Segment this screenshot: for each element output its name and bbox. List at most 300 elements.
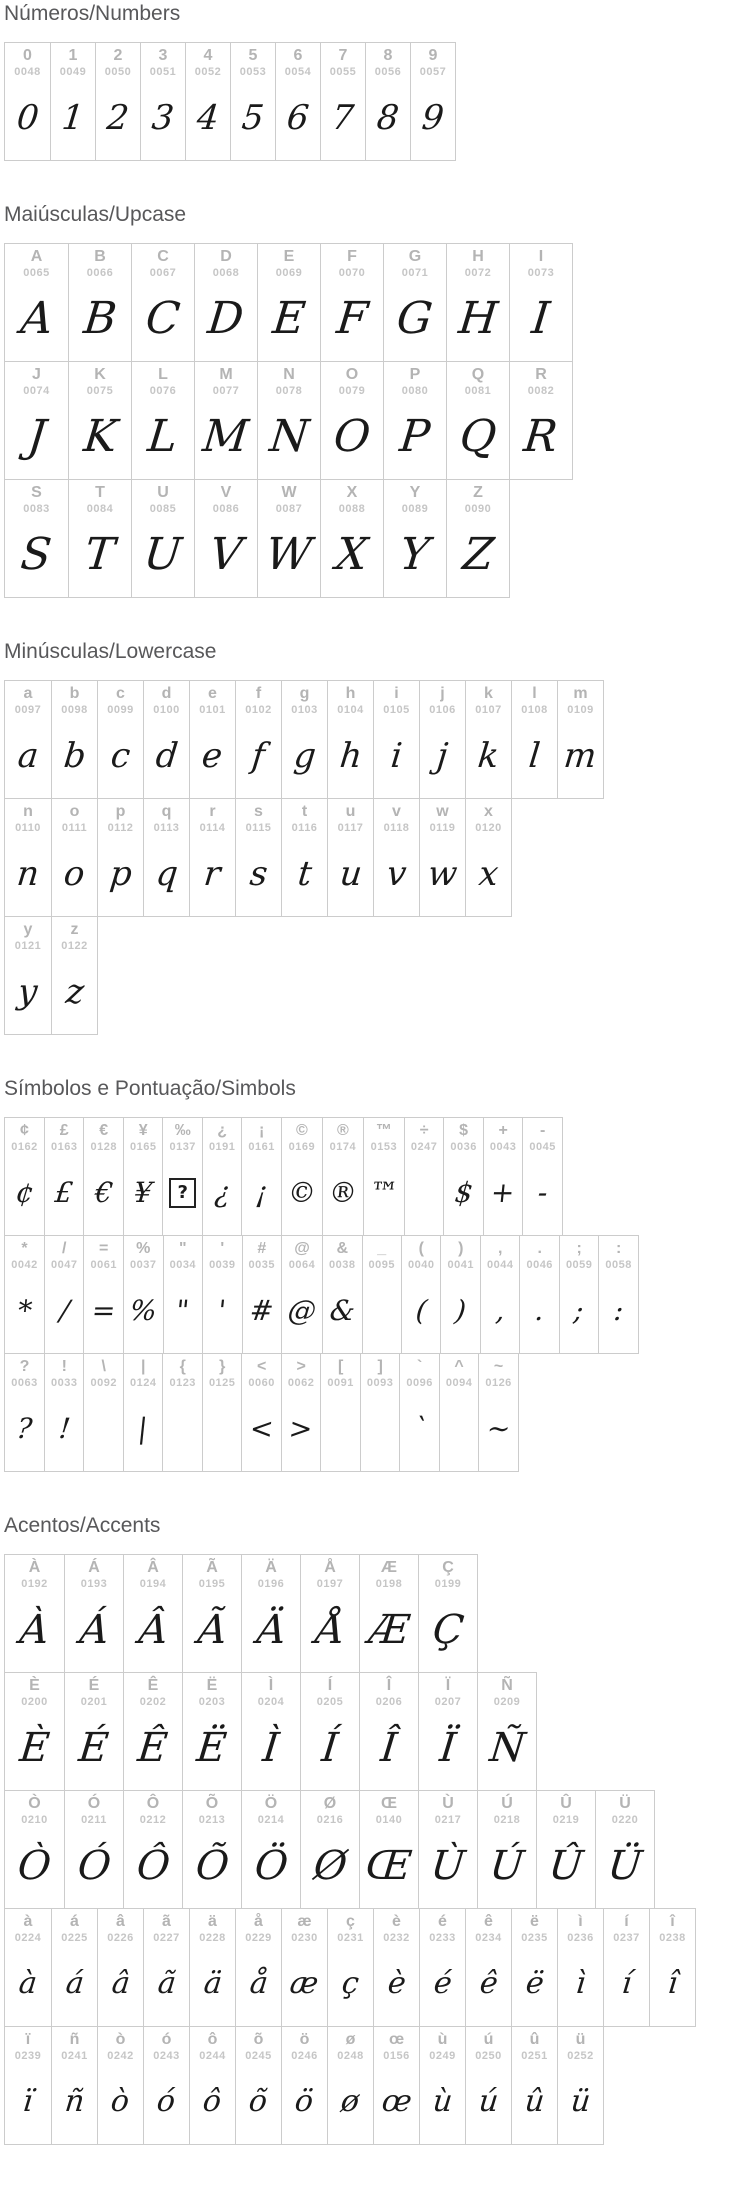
glyph-cell-char: Õ [205,1795,219,1812]
glyph-cell [189,2027,235,2144]
glyph-cell-code: 0241 [61,2050,88,2062]
glyph-cell [242,1236,281,1353]
glyph-cell-char: Æ [381,1559,397,1576]
glyph-cell [44,1236,83,1353]
glyph-cell-char: í [624,1913,629,1930]
glyph-cell-preview-area [516,280,566,357]
glyph-cell-preview-area [102,79,134,156]
glyph-cell-preview-area [58,2063,91,2140]
glyph-cell-char: # [257,1240,267,1257]
glyph-cell-preview-area [196,1945,229,2022]
glyph-cell-code: 0120 [475,822,502,834]
glyph-row [4,1353,519,1472]
glyph-cell-code: 0034 [169,1259,197,1271]
glyph-cell-preview-area [138,398,188,475]
glyph-cell-code: 0055 [329,66,357,78]
glyph-cell-char: $ [459,1122,469,1139]
glyph-cell-preview-area [656,1945,689,2022]
glyph-cell-preview-area [209,1390,235,1467]
glyph-cell [281,2027,327,2144]
glyph-cell-char: g [299,685,310,702]
glyph-cell-preview: Ï [437,1724,459,1771]
glyph-cell-preview: a [15,735,41,776]
glyph-cell [235,681,281,798]
glyph-cell-code: 0061 [90,1259,117,1271]
glyph-cell-preview-area [11,1154,38,1231]
glyph-cell-code: 0224 [14,1932,42,1944]
glyph-cell-code: 0068 [212,267,240,279]
glyph-cell [44,1354,83,1471]
glyph-row [4,42,456,161]
section-minusculas [4,640,730,1035]
section-acentos [4,1514,730,2145]
glyph-cell-preview-area [71,1827,117,1904]
glyph-cell-preview: # [248,1293,276,1327]
glyph-cell [359,1673,418,1790]
glyph-cell-char: æ [297,1913,312,1930]
glyph-cell-preview-area [605,1272,631,1349]
glyph-cell-preview: € [93,1175,115,1209]
missing-glyph-box: ? [169,1178,195,1208]
glyph-cell-preview: z [63,971,86,1012]
glyph-cell-code: 0067 [149,267,177,279]
glyph-cell-code: 0100 [153,704,180,716]
glyph-cell-code: 0056 [374,66,402,78]
glyph-cell-preview-area [130,1591,176,1668]
glyph-cell-preview-area [288,1154,316,1231]
section-title: Maiúsculas/Upcase [4,203,187,226]
glyph-cell-char: Ç [442,1559,454,1576]
glyph-cell-char: 5 [248,47,258,64]
glyph-cell [97,681,143,798]
glyph-cell [123,1354,162,1471]
glyph-cell-code: 0049 [59,66,87,78]
glyph-cell-char: ë [530,1913,539,1930]
glyph-cell-char: Y [409,484,421,501]
glyph-cell-preview: ¥ [132,1175,154,1209]
glyph-cell [5,1555,64,1672]
glyph-cell-preview: à [17,1965,39,2001]
glyph-cell [83,1354,122,1471]
glyph-cell-code: 0033 [51,1377,78,1389]
glyph-cell [182,1791,241,1908]
glyph-cell-preview: 9 [420,97,446,138]
glyph-cell-char: Ù [442,1795,454,1812]
glyph-cell-char: œ [388,2031,405,2048]
glyph-cell-code: 0169 [288,1141,316,1153]
glyph-row [4,2026,604,2145]
glyph-cell-preview-area [564,717,597,794]
glyph-cell-preview: e [200,735,225,776]
glyph-cell [373,2027,419,2144]
glyph-cell-code: 0201 [80,1696,108,1708]
glyph-cell-preview: 0 [14,97,41,138]
glyph-cell [123,1673,182,1790]
glyph-cell-char: F [347,248,357,265]
glyph-cell-preview-area [453,516,503,593]
glyph-cell-preview-area [189,1827,235,1904]
glyph-cell-code: 0247 [410,1141,438,1153]
glyph-cell-preview-area [130,1272,157,1349]
glyph-cell-preview: % [128,1293,159,1327]
glyph-cell-code: 0079 [338,385,366,397]
glyph-cell [418,1791,477,1908]
glyph-cell-char: / [62,1240,67,1257]
glyph-cell [140,43,185,160]
glyph-cell-char: f [255,685,262,702]
glyph-cell-preview-area [11,516,62,593]
glyph-cell-preview-area [329,1272,355,1349]
glyph-cell-preview-area [248,1827,294,1904]
glyph-cell-code: 0062 [287,1377,315,1389]
glyph-cell-code: 0121 [14,940,42,952]
glyph-cell-char: Å [324,1559,336,1576]
glyph-cell [5,1118,44,1235]
glyph-cell [131,244,194,361]
glyph-cell-preview-area [11,1945,45,2022]
glyph-cell-preview-area [564,2063,597,2140]
glyph-cell-char: ö [299,2031,310,2048]
glyph-cell-code: 0052 [194,66,222,78]
glyph-cell [97,1909,143,2026]
glyph-cell-char: â [116,1913,125,1930]
glyph-cell [95,43,140,160]
glyph-cell-char: Û [560,1795,572,1812]
glyph-cell-char: ì [578,1913,583,1930]
glyph-cell-preview-area [11,2063,45,2140]
glyph-cell-code: 0096 [406,1377,433,1389]
glyph-cell [536,1791,595,1908]
glyph-cell [419,2027,465,2144]
glyph-cell-preview: S [18,528,55,580]
glyph-cell-code: 0039 [209,1259,236,1271]
glyph-cell-preview: é [431,1965,454,2001]
glyph-cell-code: 0104 [337,704,364,716]
glyph-cell-code: 0086 [212,503,240,515]
glyph-cell-preview: < [248,1411,276,1445]
glyph-cell-code: 0226 [107,1932,134,1944]
glyph-cell-char: r [209,803,216,820]
glyph-cell-code: 0115 [245,822,272,834]
glyph-cell [131,362,194,479]
glyph-cell-char: À [28,1559,41,1576]
glyph-cell-preview-area [417,79,449,156]
glyph-cell-char: 0 [23,47,32,64]
glyph-cell-preview-area [51,1154,77,1231]
glyph-cell-char: ^ [454,1358,464,1375]
glyph-cell [97,799,143,916]
glyph-cell [399,1354,438,1471]
glyph-cell-preview: Î [378,1724,400,1771]
glyph-cell-preview-area [610,1945,643,2022]
glyph-cell [522,1118,561,1235]
glyph-cell [419,1909,465,2026]
glyph-cell-preview-area [411,1154,437,1231]
glyph-cell-preview-area [264,516,314,593]
glyph-cell [123,1118,162,1235]
glyph-cell [373,799,419,916]
glyph-cell-code: 0199 [434,1578,462,1590]
glyph-cell-char: p [115,803,126,820]
glyph-cell-char: k [484,685,493,702]
glyph-cell-preview-area [543,1827,589,1904]
glyph-cell-code: 0081 [464,385,492,397]
glyph-cell-char: ò [115,2031,126,2048]
glyph-cell-preview-area [372,79,404,156]
glyph-cell [235,799,281,916]
glyph-cell-preview-area [209,1272,235,1349]
glyph-cell-preview: 6 [285,97,311,138]
glyph-cell-char: = [99,1240,109,1257]
glyph-cell-char: ô [207,2031,218,2048]
glyph-cell-preview-area [138,516,188,593]
glyph-cell-code: 0137 [169,1141,196,1153]
glyph-cell-preview-area [150,1945,183,2022]
glyph-cell-code: 0204 [257,1696,285,1708]
glyph-cell-char: . [537,1240,542,1257]
glyph-cell [360,1354,399,1471]
glyph-cell [281,681,327,798]
glyph-cell [365,43,410,160]
glyph-cell [131,480,194,597]
glyph-cell-preview-area [529,1154,555,1231]
glyph-cell-char: ¥ [138,1122,148,1139]
glyph-cell-preview-area [11,280,62,357]
glyph-cell-preview-area [426,717,459,794]
glyph-cell-code: 0069 [275,267,303,279]
glyph-cell [320,362,383,479]
glyph-cell [559,1236,598,1353]
glyph-cell-code: 0207 [434,1696,462,1708]
glyph-cell-preview-area [58,1945,91,2022]
glyph-cell-preview: > [287,1411,315,1445]
glyph-cell-preview-area [334,717,367,794]
glyph-cell-preview: É [76,1724,112,1771]
glyph-cell-char: o [69,803,80,820]
glyph-cell-code: 0244 [199,2050,226,2062]
glyph-cell-preview: ó [155,2083,178,2119]
glyph-cell-preview: Ñ [487,1724,527,1771]
glyph-cell [83,1236,122,1353]
glyph-cell-preview: Â [136,1606,170,1653]
glyph-cell-preview-area [426,1945,459,2022]
glyph-cell-char: P [409,366,421,383]
glyph-cell [327,1909,373,2026]
glyph-cell-preview-area [242,2063,275,2140]
glyph-cell-char: e [208,685,217,702]
glyph-cell-code: 0123 [169,1377,196,1389]
glyph-cell-code: 0220 [611,1814,639,1826]
glyph-cell-preview-area [380,717,413,794]
glyph-cell-preview: á [63,1965,86,2001]
glyph-cell-code: 0080 [401,385,429,397]
glyph-cell-preview-area [196,835,229,912]
glyph-cell-preview: k [476,735,501,776]
glyph-cell-preview: ï [21,2083,35,2119]
glyph-cell [275,43,320,160]
glyph-cell-char: ï [25,2031,31,2048]
glyph-cell-preview-area [518,2063,551,2140]
glyph-cell-char: S [31,484,42,501]
glyph-cell-char: O [345,366,359,383]
glyph-cell-code: 0087 [275,503,303,515]
glyph-cell-char: è [392,1913,401,1930]
glyph-cell-preview: d [153,735,180,776]
glyph-cell-char: l [532,685,537,702]
glyph-cell-char: % [136,1240,151,1257]
glyph-cell-preview-area [327,1390,353,1467]
glyph-cell-preview: â [109,1965,132,2001]
glyph-cell-char: ã [162,1913,171,1930]
glyph-cell-preview: + [489,1175,517,1209]
glyph-cell-preview-area [602,1827,648,1904]
glyph-cell-preview-area [453,398,503,475]
glyph-cell-code: 0082 [527,385,555,397]
glyph-cell [123,1236,163,1353]
glyph-cell-preview-area [104,1945,137,2022]
glyph-cell [257,480,320,597]
glyph-cell-preview-area [472,835,505,912]
glyph-cell-char: n [23,803,33,820]
glyph-cell-code: 0250 [475,2050,502,2062]
glyph-cell-preview: P [397,410,433,462]
glyph-cell [320,43,365,160]
glyph-cell-preview: ô [201,2083,224,2119]
glyph-cell-preview: å [247,1965,270,2001]
glyph-cell-code: 0076 [149,385,177,397]
glyph-cell-preview: i [388,735,405,776]
section-simbolos [4,1077,730,1472]
glyph-cell-preview: Z [460,528,497,580]
glyph-cell-preview-area [249,1272,275,1349]
glyph-cell-char: Ñ [501,1677,513,1694]
glyph-cell-code: 0225 [61,1932,88,1944]
glyph-cell-code: 0102 [245,704,272,716]
glyph-cell-char: T [95,484,105,501]
glyph-cell-preview-area [472,1945,505,2022]
glyph-cell-char: Œ [381,1795,397,1812]
glyph-cell-preview-area [367,1390,393,1467]
glyph-cell-preview: p [107,853,134,894]
glyph-cell-preview: N [267,410,311,462]
glyph-row [4,361,573,480]
glyph-cell-preview-area [425,1591,471,1668]
glyph-cell-code: 0088 [338,503,366,515]
glyph-cell-char: 7 [338,47,348,64]
glyph-cell-char: ÷ [419,1122,429,1139]
glyph-cell [419,799,465,916]
glyph-cell [300,1673,359,1790]
glyph-cell-code: 0065 [23,267,50,279]
glyph-cell [281,1236,322,1353]
glyph-cell-preview: & [328,1293,357,1327]
glyph-cell [123,1791,182,1908]
glyph-cell [359,1791,418,1908]
glyph-cell-code: 0195 [198,1578,226,1590]
glyph-cell-preview-area [150,835,183,912]
glyph-cell-preview: ö [293,2083,316,2119]
glyph-cell-char: B [94,248,106,265]
glyph-cell-char: X [346,484,358,501]
glyph-cell-code: 0214 [257,1814,285,1826]
glyph-cell-preview-area [11,835,45,912]
glyph-cell-preview-area [11,717,45,794]
glyph-cell-preview-area [242,835,275,912]
glyph-cell [446,480,509,597]
glyph-cell-preview-area [58,835,91,912]
glyph-cell-preview: @ [286,1293,318,1327]
glyph-cell-preview-area [484,1827,530,1904]
glyph-cell [322,1118,363,1235]
glyph-cell [189,799,235,916]
glyph-cell [189,1909,235,2026]
glyph-cell-char: 6 [293,47,303,64]
glyph-cell-code: 0234 [475,1932,502,1944]
glyph-cell-preview: ' [216,1293,228,1327]
glyph-cell-preview: Ù [428,1842,468,1889]
glyph-cell-char: _ [377,1240,387,1257]
glyph-cell-preview-area [196,717,229,794]
glyph-cell-char: M [219,366,233,383]
glyph-cell-preview-area [189,1709,235,1786]
glyph-cell [5,1673,64,1790]
glyph-cell-char: à [23,1913,33,1930]
glyph-cell-preview: í [619,1965,634,2001]
glyph-cell-code: 0072 [464,267,492,279]
glyph-cell-preview-area [327,398,377,475]
glyph-cell-char: Ò [28,1795,41,1812]
glyph-cell-code: 0118 [383,822,410,834]
glyph-cell [281,1118,322,1235]
glyph-cell-code: 0191 [208,1141,236,1153]
glyph-cell-preview: 4 [195,97,221,138]
glyph-cell-char: V [220,484,232,501]
glyph-cell [478,1354,517,1471]
glyph-cell-char: A [30,248,43,265]
glyph-cell-preview: ® [327,1175,359,1209]
glyph-cell-code: 0206 [375,1696,403,1708]
glyph-cell [83,1118,122,1235]
glyph-cell-preview: D [205,292,247,344]
glyph-cell-code: 0095 [368,1259,395,1271]
glyph-cell [320,244,383,361]
glyph-cell-preview-area [390,398,440,475]
glyph-cell [50,43,95,160]
glyph-cell-code: 0075 [86,385,114,397]
glyph-cell-char: < [256,1358,267,1375]
glyph-cell-char: s [254,803,263,820]
glyph-cell-char: á [70,1913,79,1930]
glyph-cell-char: ¡ [259,1122,265,1139]
glyph-cell-preview: v [384,853,409,894]
glyph-cell [143,681,189,798]
glyph-cell [300,1791,359,1908]
glyph-cell-preview-area [366,1591,412,1668]
glyph-cell [68,480,131,597]
glyph-cell-char: L [158,366,168,383]
glyph-cell-char: É [88,1677,100,1694]
glyph-cell-preview: r [202,853,223,894]
glyph-cell-code: 0219 [552,1814,580,1826]
glyph-cell-preview-area [307,1591,353,1668]
glyph-cell-preview-area [425,1709,471,1786]
glyph-cell-char: J [32,366,41,383]
glyph-cell-preview: . [533,1293,546,1327]
glyph-cell-char: } [219,1358,226,1375]
glyph-cell-preview: 2 [105,97,131,138]
glyph-cell [189,681,235,798]
glyph-cell-preview: t [295,853,314,894]
